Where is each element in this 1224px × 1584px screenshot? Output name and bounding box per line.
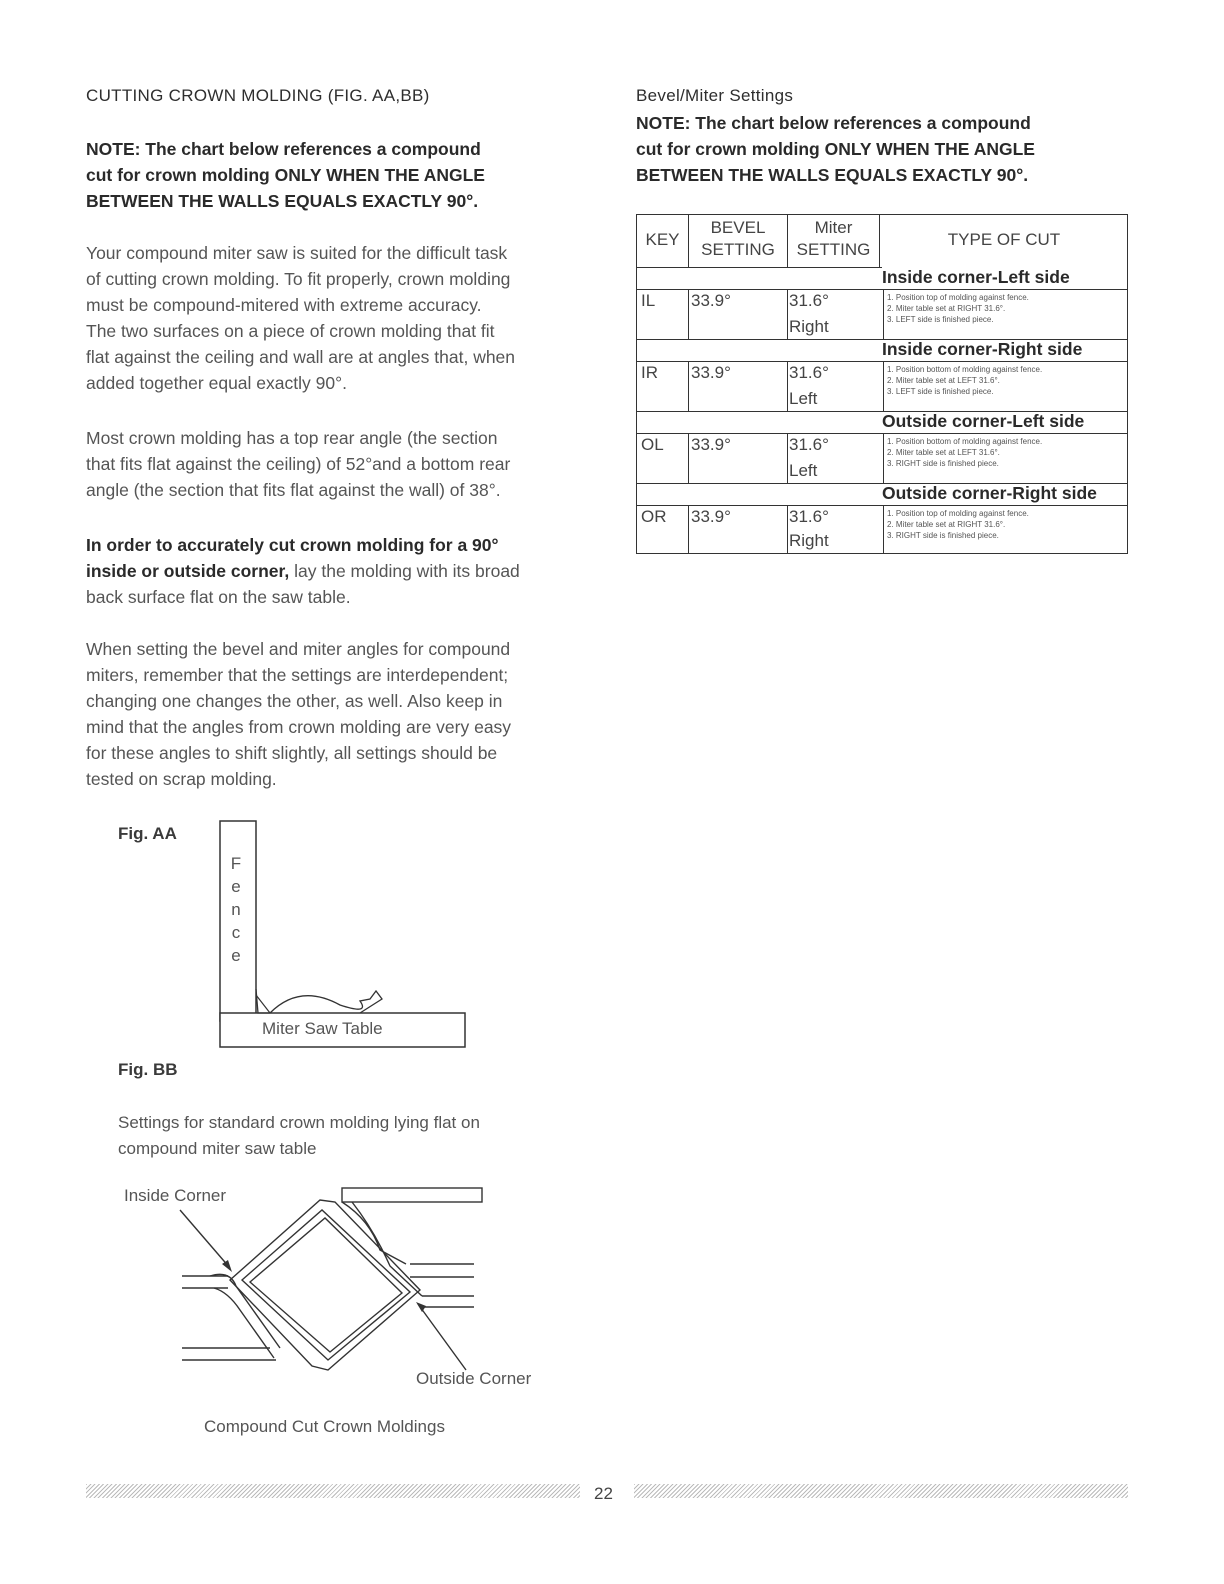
fence-letter: n: [231, 900, 241, 919]
step: 3. RIGHT side is finished piece.: [887, 531, 999, 540]
para-line: When setting the bevel and miter angles for compound: [86, 639, 511, 659]
fence-label: [226, 852, 246, 967]
section-heading: CUTTING CROWN MOLDING (FIG. AA,BB): [86, 86, 430, 105]
para-line: angle (the section that fits flat against the wall) of 38°.: [86, 480, 501, 500]
header-type-of-cut: TYPE OF CUT: [947, 230, 1061, 249]
note-line: NOTE: The chart below references a compound: [86, 139, 481, 159]
para-line: tested on scrap molding.: [86, 769, 277, 789]
header-key: KEY: [645, 230, 680, 249]
row-key: IR: [641, 363, 658, 382]
step: 2. Miter table set at LEFT 31.6°.: [887, 376, 1000, 385]
section-label: Inside corner-Left side: [882, 267, 1070, 287]
row-key: OR: [641, 507, 667, 526]
row-key: IL: [641, 291, 656, 310]
para-line: Your compound miter saw is suited for the difficult task: [86, 243, 508, 263]
row-steps: [887, 292, 1029, 325]
row-miter: 31.6°: [789, 363, 829, 382]
para-line: must be compound-mitered with extreme accuracy.: [86, 295, 482, 315]
row-bevel: 33.9°: [691, 363, 731, 382]
para-line: added together equal exactly 90°.: [86, 373, 347, 393]
outside-corner-label: Outside Corner: [416, 1369, 532, 1388]
note-line: BETWEEN THE WALLS EQUALS EXACTLY 90°.: [636, 165, 1029, 185]
header-line: Miter: [814, 218, 853, 237]
step: 2. Miter table set at RIGHT 31.6°.: [887, 520, 1006, 529]
para-bold: inside or outside corner,: [86, 561, 290, 581]
para-line: miters, remember that the settings are interdependent;: [86, 665, 509, 685]
row-bevel: 33.9°: [691, 435, 731, 454]
compound-cut-caption: Compound Cut Crown Moldings: [204, 1417, 445, 1436]
right-note: [636, 110, 1035, 188]
settings-heading: Bevel/Miter Settings: [636, 86, 794, 105]
paragraph-4: [86, 636, 511, 792]
row-bevel: 33.9°: [691, 291, 731, 310]
miter-saw-table-label: Miter Saw Table: [262, 1019, 383, 1038]
header-line: BEVEL: [710, 218, 766, 237]
step: 3. RIGHT side is finished piece.: [887, 459, 999, 468]
paragraph-3: [86, 532, 520, 610]
caption-line: Settings for standard crown molding lying flat on: [118, 1113, 480, 1132]
row-steps: [887, 436, 1042, 469]
caption-line: compound miter saw table: [118, 1139, 317, 1158]
para-line: back surface flat on the saw table.: [86, 587, 351, 607]
section-label: Outside corner-Left side: [882, 411, 1085, 431]
para-line: Most crown molding has a top rear angle (the section: [86, 428, 498, 448]
row-miter: 31.6°: [789, 507, 829, 526]
section-label: Inside corner-Right side: [882, 339, 1083, 359]
fence-letter: F: [230, 854, 242, 873]
note-line: BETWEEN THE WALLS EQUALS EXACTLY 90°.: [86, 191, 479, 211]
fig-bb-caption: [118, 1110, 480, 1162]
para-line: that fits flat against the ceiling) of 52°and a bottom rear: [86, 454, 511, 474]
step: 3. LEFT side is finished piece.: [887, 387, 994, 396]
row-key: OL: [641, 435, 664, 454]
para-line: for these angles to shift slightly, all settings should be: [86, 743, 498, 763]
header-line: SETTING: [701, 240, 775, 259]
fence-letter: e: [231, 946, 241, 965]
header-bevel: [689, 217, 787, 261]
row-steps: [887, 364, 1042, 397]
para-line: mind that the angles from crown molding are very easy: [86, 717, 512, 737]
left-note: [86, 136, 485, 214]
para-line: of cutting crown molding. To fit properly, crown molding: [86, 269, 511, 289]
paragraph-2: [86, 425, 510, 503]
row-direction: Left: [789, 461, 818, 480]
section-label: Outside corner-Right side: [882, 483, 1097, 503]
fig-bb-diagram: [170, 1180, 500, 1380]
fence-letter: e: [231, 877, 241, 896]
row-direction: Left: [789, 389, 818, 408]
step: 3. LEFT side is finished piece.: [887, 315, 994, 324]
bevel-miter-table: [636, 214, 1128, 554]
fig-bb-label: Fig. BB: [118, 1060, 178, 1079]
note-line: cut for crown molding ONLY WHEN THE ANGLE: [636, 139, 1035, 159]
para-bold: In order to accurately cut crown molding for a 90°: [86, 535, 499, 555]
footer-rule-right: [634, 1484, 1128, 1498]
fig-aa-label: Fig. AA: [118, 824, 177, 843]
step: 1. Position bottom of molding against fence.: [887, 365, 1043, 374]
row-miter: 31.6°: [789, 291, 829, 310]
row-direction: Right: [789, 531, 829, 550]
para-line: The two surfaces on a piece of crown molding that fit: [86, 321, 495, 341]
step: 1. Position top of molding against fence.: [887, 293, 1029, 302]
footer-rule-left: [86, 1484, 580, 1498]
step: 2. Miter table set at RIGHT 31.6°.: [887, 304, 1006, 313]
inside-corner-label: Inside Corner: [124, 1186, 227, 1205]
header-miter: [788, 217, 879, 261]
paragraph-1: [86, 240, 515, 396]
row-steps: [887, 508, 1029, 541]
header-line: SETTING: [796, 240, 871, 259]
row-miter: 31.6°: [789, 435, 829, 454]
row-bevel: 33.9°: [691, 507, 731, 526]
para-line: changing one changes the other, as well. Also keep in: [86, 691, 503, 711]
step: 2. Miter table set at LEFT 31.6°.: [887, 448, 1000, 457]
step: 1. Position top of molding against fence.: [887, 509, 1029, 518]
row-direction: Right: [789, 317, 829, 336]
step: 1. Position bottom of molding against fence.: [887, 437, 1043, 446]
fence-letter: c: [231, 923, 241, 942]
note-line: cut for crown molding ONLY WHEN THE ANGLE: [86, 165, 485, 185]
page-number: 22: [594, 1484, 613, 1503]
note-line: NOTE: The chart below references a compound: [636, 113, 1031, 133]
para-text: lay the molding with its broad: [289, 561, 520, 581]
para-line: flat against the ceiling and wall are at angles that, when: [86, 347, 516, 367]
